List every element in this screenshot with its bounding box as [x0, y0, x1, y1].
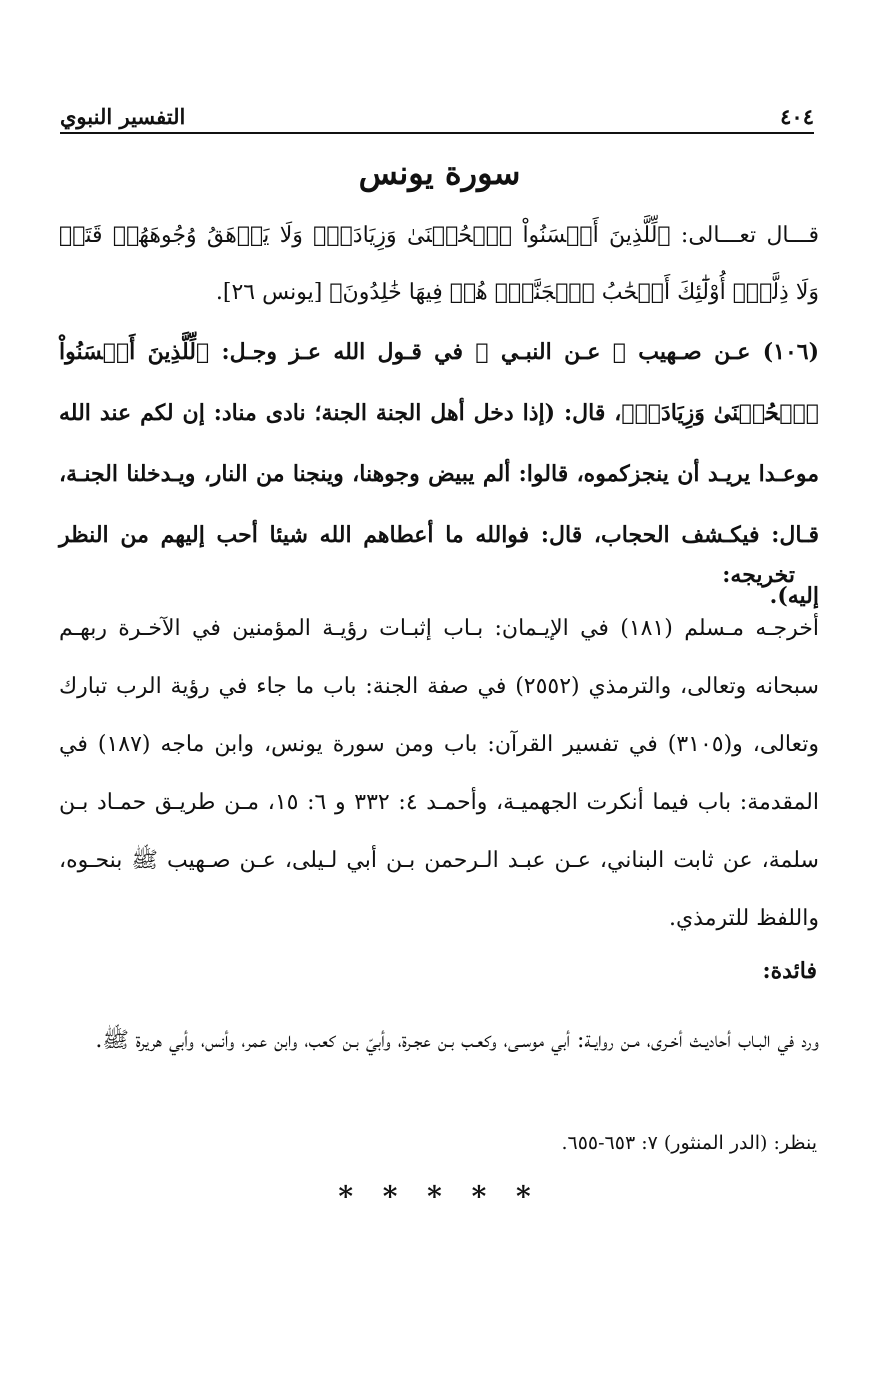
faida-paragraph: ورد في البـاب أحاديـث أخـرى، مـن روايـة: أبي موسـى، وكعـب بـن عجـرة، وأبيّ بـن كعب، وابن عمر، وأنس، وأبي هريرة ﷺ. [95, 1028, 819, 1053]
section-divider: * * * * * [338, 1180, 541, 1213]
faida-heading: فائدة: [762, 958, 817, 984]
surah-title: سورة يونس [358, 154, 521, 192]
quran-verse: قـــال تعـــالى: ﴿لِّلَّذِينَ أَحۡسَنُواْ ٱلۡحُسۡنَىٰ وَزِيَادَةٞۖ وَلَا يَرۡهَقُ وُجُوهَهُمۡ قَتَرٞ وَلَا ذِلَّةٌۚ أُوْلَٰٓئِكَ أَصۡحَٰبُ ٱلۡجَنَّةِۖ هُمۡ فِيهَا خَٰلِدُونَ﴾ [يونس ٢٦]. [59, 223, 819, 305]
takhrij-paragraph: أخرجـه مـسلم (١٨١) في الإيـمان: بـاب إثبـات رؤيـة المؤمنين في الآخـرة ربهـم سبحانه وتعالى، والترمذي (٢٥٥٢) في صفة الجنة: باب ما جاء في رؤية الرب تبارك وتعالى، و(٣١٠٥) في تفسير القرآن: باب ومن سورة يونس، وابن ماجه (١٨٧) في المقدمة: باب فيما أنكرت الجهميـة، وأحمـد ٤: ٣٣٢ و ٦: ١٥، مـن طريـق حمـاد بـن سلمة، عن ثابت البناني، عـن عبـد الـرحمن بـن أبي لـيلى، عـن صـهيب ﷺ بنحـوه، واللفظ للترمذي. [59, 616, 820, 931]
reference-note: ينظر: (الدر المنثور) ٧: ٦٥٣-٦٥٥. [561, 1132, 817, 1154]
page-number: ٤٠٤ [780, 104, 814, 129]
header-rule [60, 132, 814, 134]
hadith-text: (١٠٦) عـن صـهيب ﷺ عـن النبـي ﷺ في قـول الله عـز وجـل: ﴿لِّلَّذِينَ أَحۡسَنُواْ ٱلۡحُسۡنَىٰ وَزِيَادَةٞ﴾، قال: (إذا دخل أهل الجنة الجنة؛ نادى مناد: إن لكم عند الله موعـدا يريـد أن ينجزكموه، قالوا: ألم يبيض وجوهنا، وينجنا من النار، ويـدخلنا الجنـة، قـال: فيكـشف الحجاب، قال: فوالله ما أعطاهم الله شيئا أحب إليهم من النظر إليه). [59, 339, 819, 609]
running-title: التفسير النبوي [60, 104, 186, 129]
takhrij-heading: تخريجه: [722, 562, 795, 588]
page-header [60, 98, 814, 134]
